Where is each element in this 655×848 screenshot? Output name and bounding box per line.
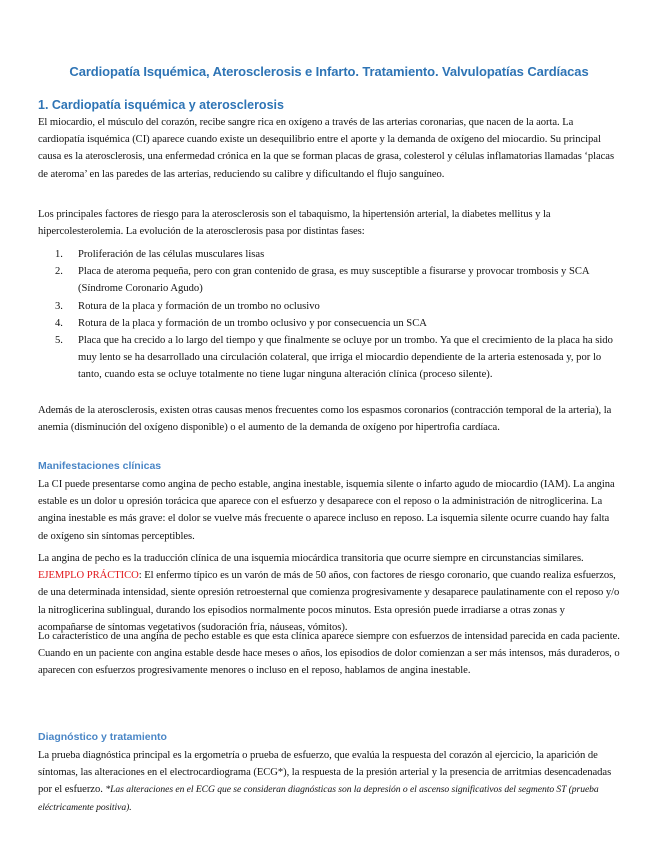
section-heading-diagnostico: Diagnóstico y tratamiento bbox=[38, 731, 167, 743]
list-item bbox=[38, 263, 620, 297]
paragraph-diagnostico bbox=[38, 747, 620, 816]
list-text: Placa de ateroma pequeña, pero con gran contenido de grasa, es muy susceptible a fisurarse y provocar trombosis y SCA (Síndrome Coronario Agudo) bbox=[78, 266, 589, 295]
document-title: Cardiopatía Isquémica, Aterosclerosis e Infarto. Tratamiento. Valvulopatías Cardíacas bbox=[69, 64, 589, 79]
paragraph-miocardio: El miocardio, el músculo del corazón, recibe sangre rica en oxígeno a través de las arterias coronarias, que nacen de la aorta. La cardiopatía isquémica (CI) aparece cuando existe un desequilibrio entre el aporte y la demanda de oxígeno del miocardio. Su principal causa es la aterosclerosis, una enfermedad crónica en la que se forman placas de grasa, colesterol y células inflamatorias llamadas ‘placas de ateroma’ en las paredes de las arterias, reduciendo su calibre y dificultando el flujo sanguíneo. bbox=[38, 117, 615, 180]
ecg-footnote: *Las alteraciones en el ECG que se consideran diagnósticas son la depresión o el ascenso significativos del segmento ST (prueba eléctricamente positiva). bbox=[38, 784, 599, 813]
list-number: 2. bbox=[55, 266, 63, 278]
list-number: 4. bbox=[55, 317, 63, 329]
paragraph-text: : El enfermo típico es un varón de más de 50 años, con factores de riesgo coronario, que cuando realiza esfuerzos, de una determinada intensidad, siente opresión retroesternal que comienza progresivamente y desaparece paulatinamente con el reposo y/o la nitroglicerina sublingual, durando los episodios normalmente pocos minutos. Esta opresión puede irradiarse a otras zonas y acompañarse de síntomas vegetativos (sudoración fría, náuseas, vómitos). bbox=[38, 570, 620, 633]
list-number: 1. bbox=[55, 249, 63, 260]
paragraph-otras-causas: Además de la aterosclerosis, existen otras causas menos frecuentes como los espasmos coronarios (contracción temporal de la arteria), la anemia (disminución del oxígeno disponible) o el aumento de la demanda de oxígeno por hipertrofia cardíaca. bbox=[38, 405, 612, 434]
list-item bbox=[38, 315, 620, 332]
list-text: Placa que ha crecido a lo largo del tiempo y que finalmente se ocluye por un trombo. Ya que el crecimiento de la placa ha sido muy lento se ha desarrollado una circulación colateral, que irriga el miocardio dependiente de la arteria estenosada y, por lo tanto, cuando esta se ocluye totalmente no tiene lugar ninguna alteración clínica (proceso silente). bbox=[78, 335, 613, 381]
list-text: Rotura de la placa y formación de un trombo no oclusivo bbox=[78, 300, 320, 312]
list-text: Proliferación de las células musculares lisas bbox=[78, 249, 265, 260]
phases-list bbox=[38, 246, 620, 384]
list-item bbox=[38, 298, 620, 315]
paragraph-tipos-angina: La CI puede presentarse como angina de pecho estable, angina inestable, isquemia silente o infarto agudo de miocardio (IAM). La angina estable es un dolor u opresión torácica que aparece con el esfuerzo y desaparece con el reposo o la administración de nitroglicerina. La angina inestable es más grave: el dolor se vuelve más frecuente o aparece incluso en reposo. La isquemia silente ocurre cuando hay falta de oxígeno sin síntomas perceptibles. bbox=[38, 479, 615, 542]
section-heading-manifestaciones: Manifestaciones clínicas bbox=[38, 460, 162, 472]
list-number: 3. bbox=[55, 300, 63, 312]
list-number: 5. bbox=[55, 335, 63, 347]
paragraph-factores-riesgo: Los principales factores de riesgo para la aterosclerosis son el tabaquismo, la hipertensión arterial, la diabetes mellitus y la hipercolesterolemia. La evolución de la aterosclerosis pasa por distintas fases: bbox=[38, 209, 551, 238]
list-text: Rotura de la placa y formación de un trombo oclusivo y por consecuencia un SCA bbox=[78, 317, 427, 329]
paragraph-angina-pecho bbox=[38, 550, 620, 636]
practical-example-label: EJEMPLO PRÁCTICO bbox=[38, 570, 139, 582]
list-item bbox=[38, 246, 620, 263]
list-item bbox=[38, 332, 620, 384]
paragraph-text: La angina de pecho es la traducción clínica de una isquemia miocárdica transitoria que ocurre siempre en circunstancias similares. bbox=[38, 553, 584, 564]
section-heading-cardiopatia: 1. Cardiopatía isquémica y aterosclerosis bbox=[38, 98, 284, 112]
paragraph-angina-estable: Lo característico de una angina de pecho estable es que esta clínica aparece siempre con esfuerzos de intensidad parecida en cada paciente. Cuando en un paciente con angina estable desde hace meses o años, los episodios de dolor comienzan a ser más intensos, más duraderos, o aparecen con esfuerzos progresivamente menores o incluso en el reposo, hablamos de angina inestable. bbox=[38, 631, 620, 677]
paragraph-text: La prueba diagnóstica principal es la ergometría o prueba de esfuerzo, que evalúa la respuesta del corazón al ejercicio, la aparición de síntomas, las alteraciones en el electrocardiograma (ECG*), la respuesta de la presión arterial y la presencia de arritmias desencadenadas por el esfuerzo. bbox=[38, 750, 612, 796]
